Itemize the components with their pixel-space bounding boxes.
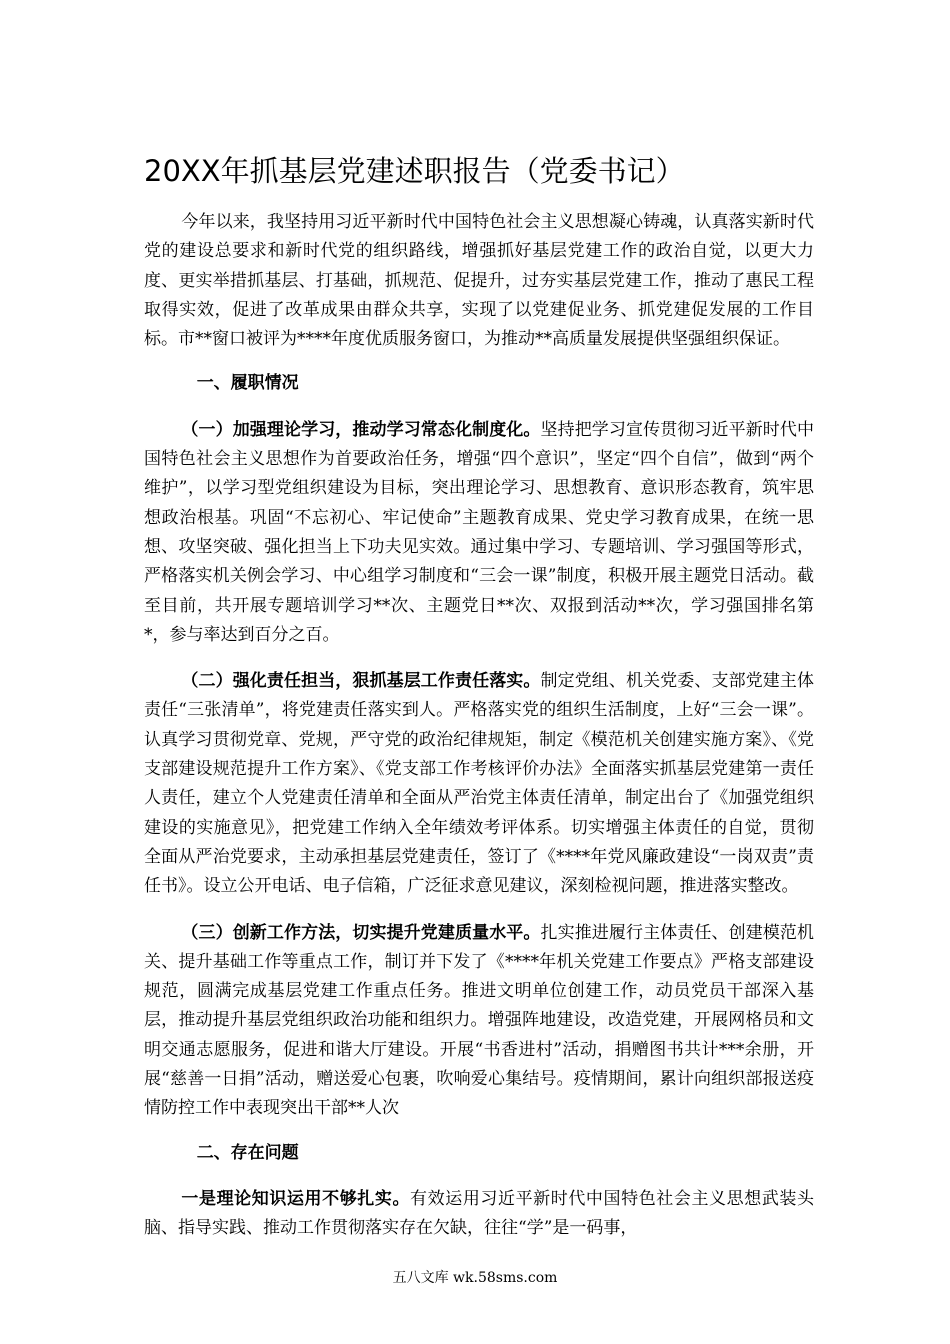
intro-paragraph: 今年以来，我坚持用习近平新时代中国特色社会主义思想凝心铸魂，认真落实新时代党的建设总要求和新时代党的组织路线，增强抓好基层党建工作的政治自觉，以更大力度、更实举措抓基层、打基础，抓规范、促提升，过夯实基层党建工作，推动了惠民工程取得实效，促进了改革成果由群众共享，实现了以党建促业务、抓党建促发展的工作目标。市**窗口被评为****年度优质服务窗口，为推动**高质量发展提供坚强组织保证。 (144, 212, 814, 350)
paragraph-lead: （二）强化责任担当，狠抓基层工作责任落实。 (181, 671, 541, 692)
section-heading-duties: 一、履职情况 (196, 373, 299, 394)
paragraph-text: 坚持把学习宣传贯彻习近平新时代中国特色社会主义思想作为首要政治任务，增强“四个意识”，坚定“四个自信”，做到“两个维护”，以学习型党组织建设为目标，突出理论学习、思想教育、意识形态教育，筑牢思想政治根基。巩固“不忘初心、牢记使命”主题教育成果、党史学习教育成果，在统一思想、攻坚突破、强化担当上下功夫见实效。通过集中学习、专题培训、学习强国等形式，严格落实机关例会学习、中心组学习制度和“三会一课”制度，积极开展主题党日活动。截至目前，共开展专题培训学习**次、主题党日**次、双报到活动**次，学习强国排名第*，参与率达到百分之百。 (144, 419, 815, 645)
paragraph-text: 有效运用习近平新时代中国特色社会主义思想武装头脑、指导实践、推动工作贯彻落实存在欠缺，往往“学”是一码事， (144, 1188, 815, 1239)
section-heading-problems: 二、存在问题 (196, 1142, 299, 1163)
footer-watermark: 五八文库 wk.58sms.com (392, 1270, 558, 1286)
document-title: 20XX年抓基层党建述职报告（党委书记） (144, 154, 685, 188)
paragraph-lead: （一）加强理论学习，推动学习常态化制度化。 (181, 419, 541, 440)
paragraph-lead: （三）创新工作方法，切实提升党建质量水平。 (181, 922, 541, 943)
paragraph-problem-one (144, 1185, 814, 1244)
paragraph-innovation (144, 919, 814, 1124)
paragraph-text: 扎实推进履行主体责任、创建模范机关、提升基础工作等重点工作，制订并下发了《****年机关党建工作要点》严格支部建设规范，圆满完成基层党建工作重点任务。推进文明单位创建工作，动员党员干部深入基层，推动提升基层党组织政治功能和组织力。增强阵地建设，改造党建，开展网格员和文明交通志愿服务，促进和谐大厅建设。开展“书香进村”活动，捐赠图书共计***余册，开展“慈善一日捐”活动，赠送爱心包裹，吹响爱心集结号。疫情期间，累计向组织部报送疫情防控工作中表现突出干部**人次 (144, 922, 815, 1119)
paragraph-theory-study (144, 416, 814, 650)
paragraph-responsibility (144, 667, 814, 901)
document-body (144, 208, 814, 1244)
paragraph-text: 制定党组、机关党委、支部党建主体责任“三张清单”，将党建责任落实到人。严格落实党的组织生活制度，上好“三会一课”。认真学习贯彻党章、党规，严守党的政治纪律规矩，制定《模范机关创建实施方案》、《党支部建设规范提升工作方案》、《党支部工作考核评价办法》全面落实抓基层党建第一责任人责任，建立个人党建责任清单和全面从严治党主体责任清单，制定出台了《加强党组织建设的实施意见》，把党建工作纳入全年绩效考评体系。切实增强主体责任的自觉，贯彻全面从严治党要求，主动承担基层党建责任，签订了《****年党风廉政建设“一岗双责”责任书》。设立公开电话、电子信箱，广泛征求意见建议，深刻检视问题，推进落实整改。 (144, 671, 815, 897)
paragraph-lead: 一是理论知识运用不够扎实。 (181, 1188, 411, 1209)
